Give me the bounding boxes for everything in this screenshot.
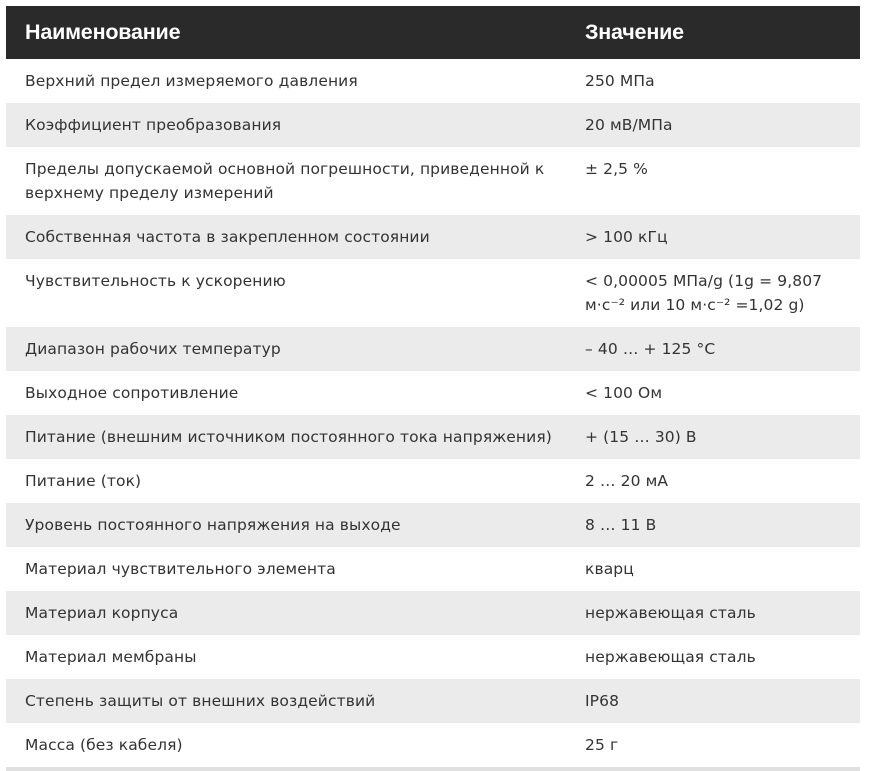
table-row [6, 459, 860, 503]
table-row [6, 679, 860, 723]
row-name: Степень защиты от внешних воздействий [6, 679, 566, 723]
row-name: Выходное сопротивление [25, 384, 239, 402]
table-row [6, 635, 860, 679]
row-value: 250 МПа [585, 72, 655, 90]
row-name: Питание (ток) [25, 472, 142, 490]
table-row [6, 723, 860, 769]
table-header [6, 6, 860, 59]
table-row [6, 147, 860, 215]
table-row [6, 503, 860, 547]
table-row [6, 215, 860, 259]
table-row [6, 59, 860, 103]
header-value: Значение [566, 6, 860, 59]
row-value: нержавеющая сталь [585, 648, 756, 666]
row-name: Масса (без кабеля) [6, 723, 566, 769]
table-body [6, 59, 860, 769]
row-name: Материал чувствительного элемента [25, 560, 336, 578]
row-name: Уровень постоянного напряжения на выходе [6, 503, 566, 547]
row-name: Верхний предел измеряемого давления [25, 72, 358, 90]
row-name: Коэффициент преобразования [6, 103, 566, 147]
row-name: Пределы допускаемой основной погрешности, приведенной к верхнему пределу измерений [25, 160, 545, 202]
row-name: Материал корпуса [6, 591, 566, 635]
table-row [6, 591, 860, 635]
row-value: > 100 кГц [566, 215, 860, 259]
row-value: < 100 Ом [585, 384, 663, 402]
table-row [6, 327, 860, 371]
row-name: Диапазон рабочих температур [6, 327, 566, 371]
row-value: 20 мВ/МПа [566, 103, 860, 147]
table-row [6, 547, 860, 591]
spec-table [6, 6, 860, 771]
row-name: Чувствительность к ускорению [25, 272, 286, 290]
row-value: 2 … 20 мА [585, 472, 669, 490]
row-name: Питание (внешним источником постоянного тока напряжения) [6, 415, 566, 459]
row-value: нержавеющая сталь [566, 591, 860, 635]
row-value: < 0,00005 МПа/g (1g = 9,807 м·с⁻² или 10 м·с⁻² =1,02 g) [585, 272, 823, 314]
row-value: кварц [585, 560, 634, 578]
table-row [6, 415, 860, 459]
header-row [6, 6, 860, 59]
row-value: + (15 … 30) В [566, 415, 860, 459]
row-value: 8 … 11 В [566, 503, 860, 547]
row-value: – 40 … + 125 °С [566, 327, 860, 371]
row-value: ± 2,5 % [585, 160, 648, 178]
row-name: Материал мембраны [25, 648, 197, 666]
row-value: IP68 [566, 679, 860, 723]
row-name: Собственная частота в закрепленном состоянии [6, 215, 566, 259]
header-name: Наименование [6, 6, 566, 59]
table-row [6, 259, 860, 327]
table-row [6, 103, 860, 147]
row-value: 25 г [566, 723, 860, 769]
table-row [6, 371, 860, 415]
